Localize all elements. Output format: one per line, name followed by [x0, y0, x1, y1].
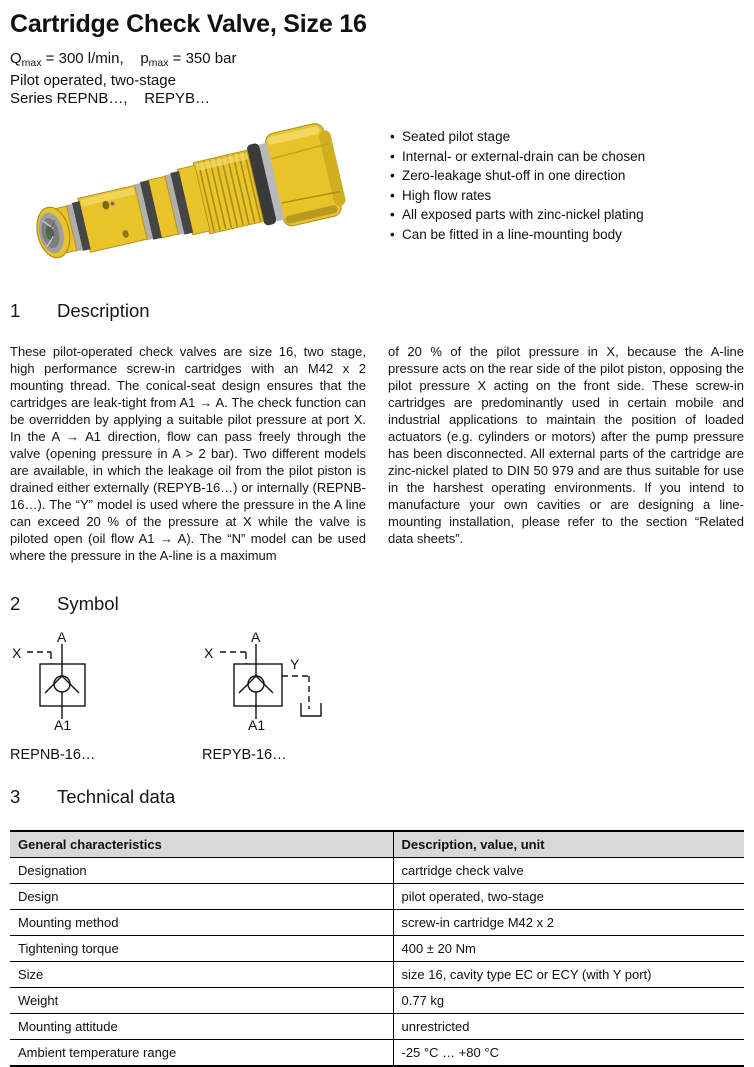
- section-heading-description: [10, 300, 744, 322]
- q-value: = 300 l/min,: [41, 50, 141, 67]
- table-row: [10, 1040, 744, 1067]
- symbol-model-label: REPYB-16…: [202, 747, 287, 763]
- table-row: [10, 910, 744, 936]
- spec-line-operation: Pilot operated, two-stage: [10, 72, 176, 89]
- description-column-2: of 20 % of the pilot pressure in X, because the A-line pressure acts on the rear side of the pilot piston, opposing the pilot pressure X acting on the front side. These screw-in cartridges are predominantly used in certain mobile and industrial applications to maintain the position of loaded actuators (e.g. cylinders or motors) after the pump pressure has been disconnected. All external parts of the cartridge are zinc-nickel plated to DIN 50 979 and are thus suitable for use in the harshest operating environments. If you intend to manufacture your own cavities or are designing a line-mounting installation, please refer to the section “Related data sheets”.: [388, 344, 744, 546]
- table-row: [10, 858, 744, 884]
- cartridge-valve-illustration: [10, 121, 380, 271]
- section-number: 3: [10, 786, 21, 807]
- p-value: = 350 bar: [168, 50, 237, 67]
- port-label-a: A: [251, 631, 261, 645]
- table-cell-value: pilot operated, two-stage: [393, 884, 744, 910]
- table-header-row: [10, 831, 744, 858]
- product-photo: [10, 121, 380, 271]
- hero-row: [10, 121, 744, 273]
- port-label-a: A: [57, 631, 67, 645]
- section-heading-technical-data: [10, 786, 744, 808]
- table-cell-value: unrestricted: [393, 1014, 744, 1040]
- feature-item: • Zero-leakage shut-off in one direction: [390, 166, 744, 186]
- port-label-a1: A1: [248, 717, 266, 731]
- section-number: 2: [10, 593, 21, 614]
- technical-data-table: [10, 830, 744, 1067]
- table-cell-value: -25 °C … +80 °C: [393, 1040, 744, 1067]
- q-subscript: max: [21, 57, 42, 69]
- table-cell-value: 400 ± 20 Nm: [393, 936, 744, 962]
- port-label-y: Y: [290, 656, 300, 672]
- table-cell-value: cartridge check valve: [393, 858, 744, 884]
- section-title: Technical data: [57, 786, 176, 807]
- feature-item: • High flow rates: [390, 186, 744, 206]
- section-title: Symbol: [57, 593, 119, 614]
- feature-item: • Internal- or external-drain can be chosen: [390, 147, 744, 167]
- spec-line-flow-pressure: [10, 50, 744, 72]
- table-header-characteristics: General characteristics: [10, 831, 393, 858]
- table-cell-value: screw-in cartridge M42 x 2: [393, 910, 744, 936]
- section-number: 1: [10, 300, 21, 321]
- symbol-repnb: [10, 631, 202, 763]
- table-cell-characteristic: Mounting method: [10, 910, 393, 936]
- section-heading-symbol: [10, 593, 744, 615]
- table-row: [10, 988, 744, 1014]
- page-title: Cartridge Check Valve, Size 16: [10, 10, 367, 38]
- symbol-repyb: [202, 631, 402, 763]
- feature-item: • Seated pilot stage: [390, 127, 744, 147]
- table-cell-characteristic: Tightening torque: [10, 936, 393, 962]
- feature-item: • All exposed parts with zinc-nickel plating: [390, 205, 744, 225]
- table-cell-characteristic: Ambient temperature range: [10, 1040, 393, 1067]
- feature-item: • Can be fitted in a line-mounting body: [390, 225, 744, 245]
- table-row: [10, 936, 744, 962]
- table-row: [10, 962, 744, 988]
- port-label-x: X: [204, 645, 214, 661]
- table-cell-value: 0.77 kg: [393, 988, 744, 1014]
- check-valve-symbol-internal-drain: [10, 631, 170, 731]
- table-cell-value: size 16, cavity type EC or ECY (with Y port): [393, 962, 744, 988]
- feature-list: [390, 127, 744, 273]
- description-column-1: These pilot-operated check valves are size 16, two stage, high performance screw-in cartridges with an M42 x 2 mounting thread. The conical-seat design ensures that the cartridges are leak-tight from A1 → A. The check function can be overridden by applying a suitable pilot pressure at port X. In the A → A1 direction, flow can pass freely through the valve (opening pressure in A > 2 bar). Two different models are available, in which the leakage oil from the pilot piston is drained either externally (REPYB-16…) or internally (REPNB-16…). The “Y” model is used where the pressure in the A line can exceed 20 % of the pressure at X while the valve is piloted open (oil flow A1 → A). The “N” model can be used where the pressure in the A-line is a maximum: [10, 344, 366, 563]
- table-row: [10, 884, 744, 910]
- p-subscript: max: [148, 57, 169, 69]
- spec-line-series: Series REPNB…, REPYB…: [10, 90, 211, 107]
- port-label-x: X: [12, 645, 22, 661]
- table-cell-characteristic: Weight: [10, 988, 393, 1014]
- table-row: [10, 1014, 744, 1040]
- p-symbol: p: [140, 50, 149, 67]
- description-body: [10, 343, 744, 564]
- port-label-a1: A1: [54, 717, 72, 731]
- section-title: Description: [57, 300, 150, 321]
- table-cell-characteristic: Design: [10, 884, 393, 910]
- q-symbol: Q: [10, 50, 22, 67]
- table-cell-characteristic: Mounting attitude: [10, 1014, 393, 1040]
- table-header-description: Description, value, unit: [393, 831, 744, 858]
- table-cell-characteristic: Designation: [10, 858, 393, 884]
- check-valve-symbol-external-drain: [202, 631, 372, 731]
- symbol-model-label: REPNB-16…: [10, 747, 96, 763]
- symbol-diagrams: [10, 631, 744, 763]
- table-cell-characteristic: Size: [10, 962, 393, 988]
